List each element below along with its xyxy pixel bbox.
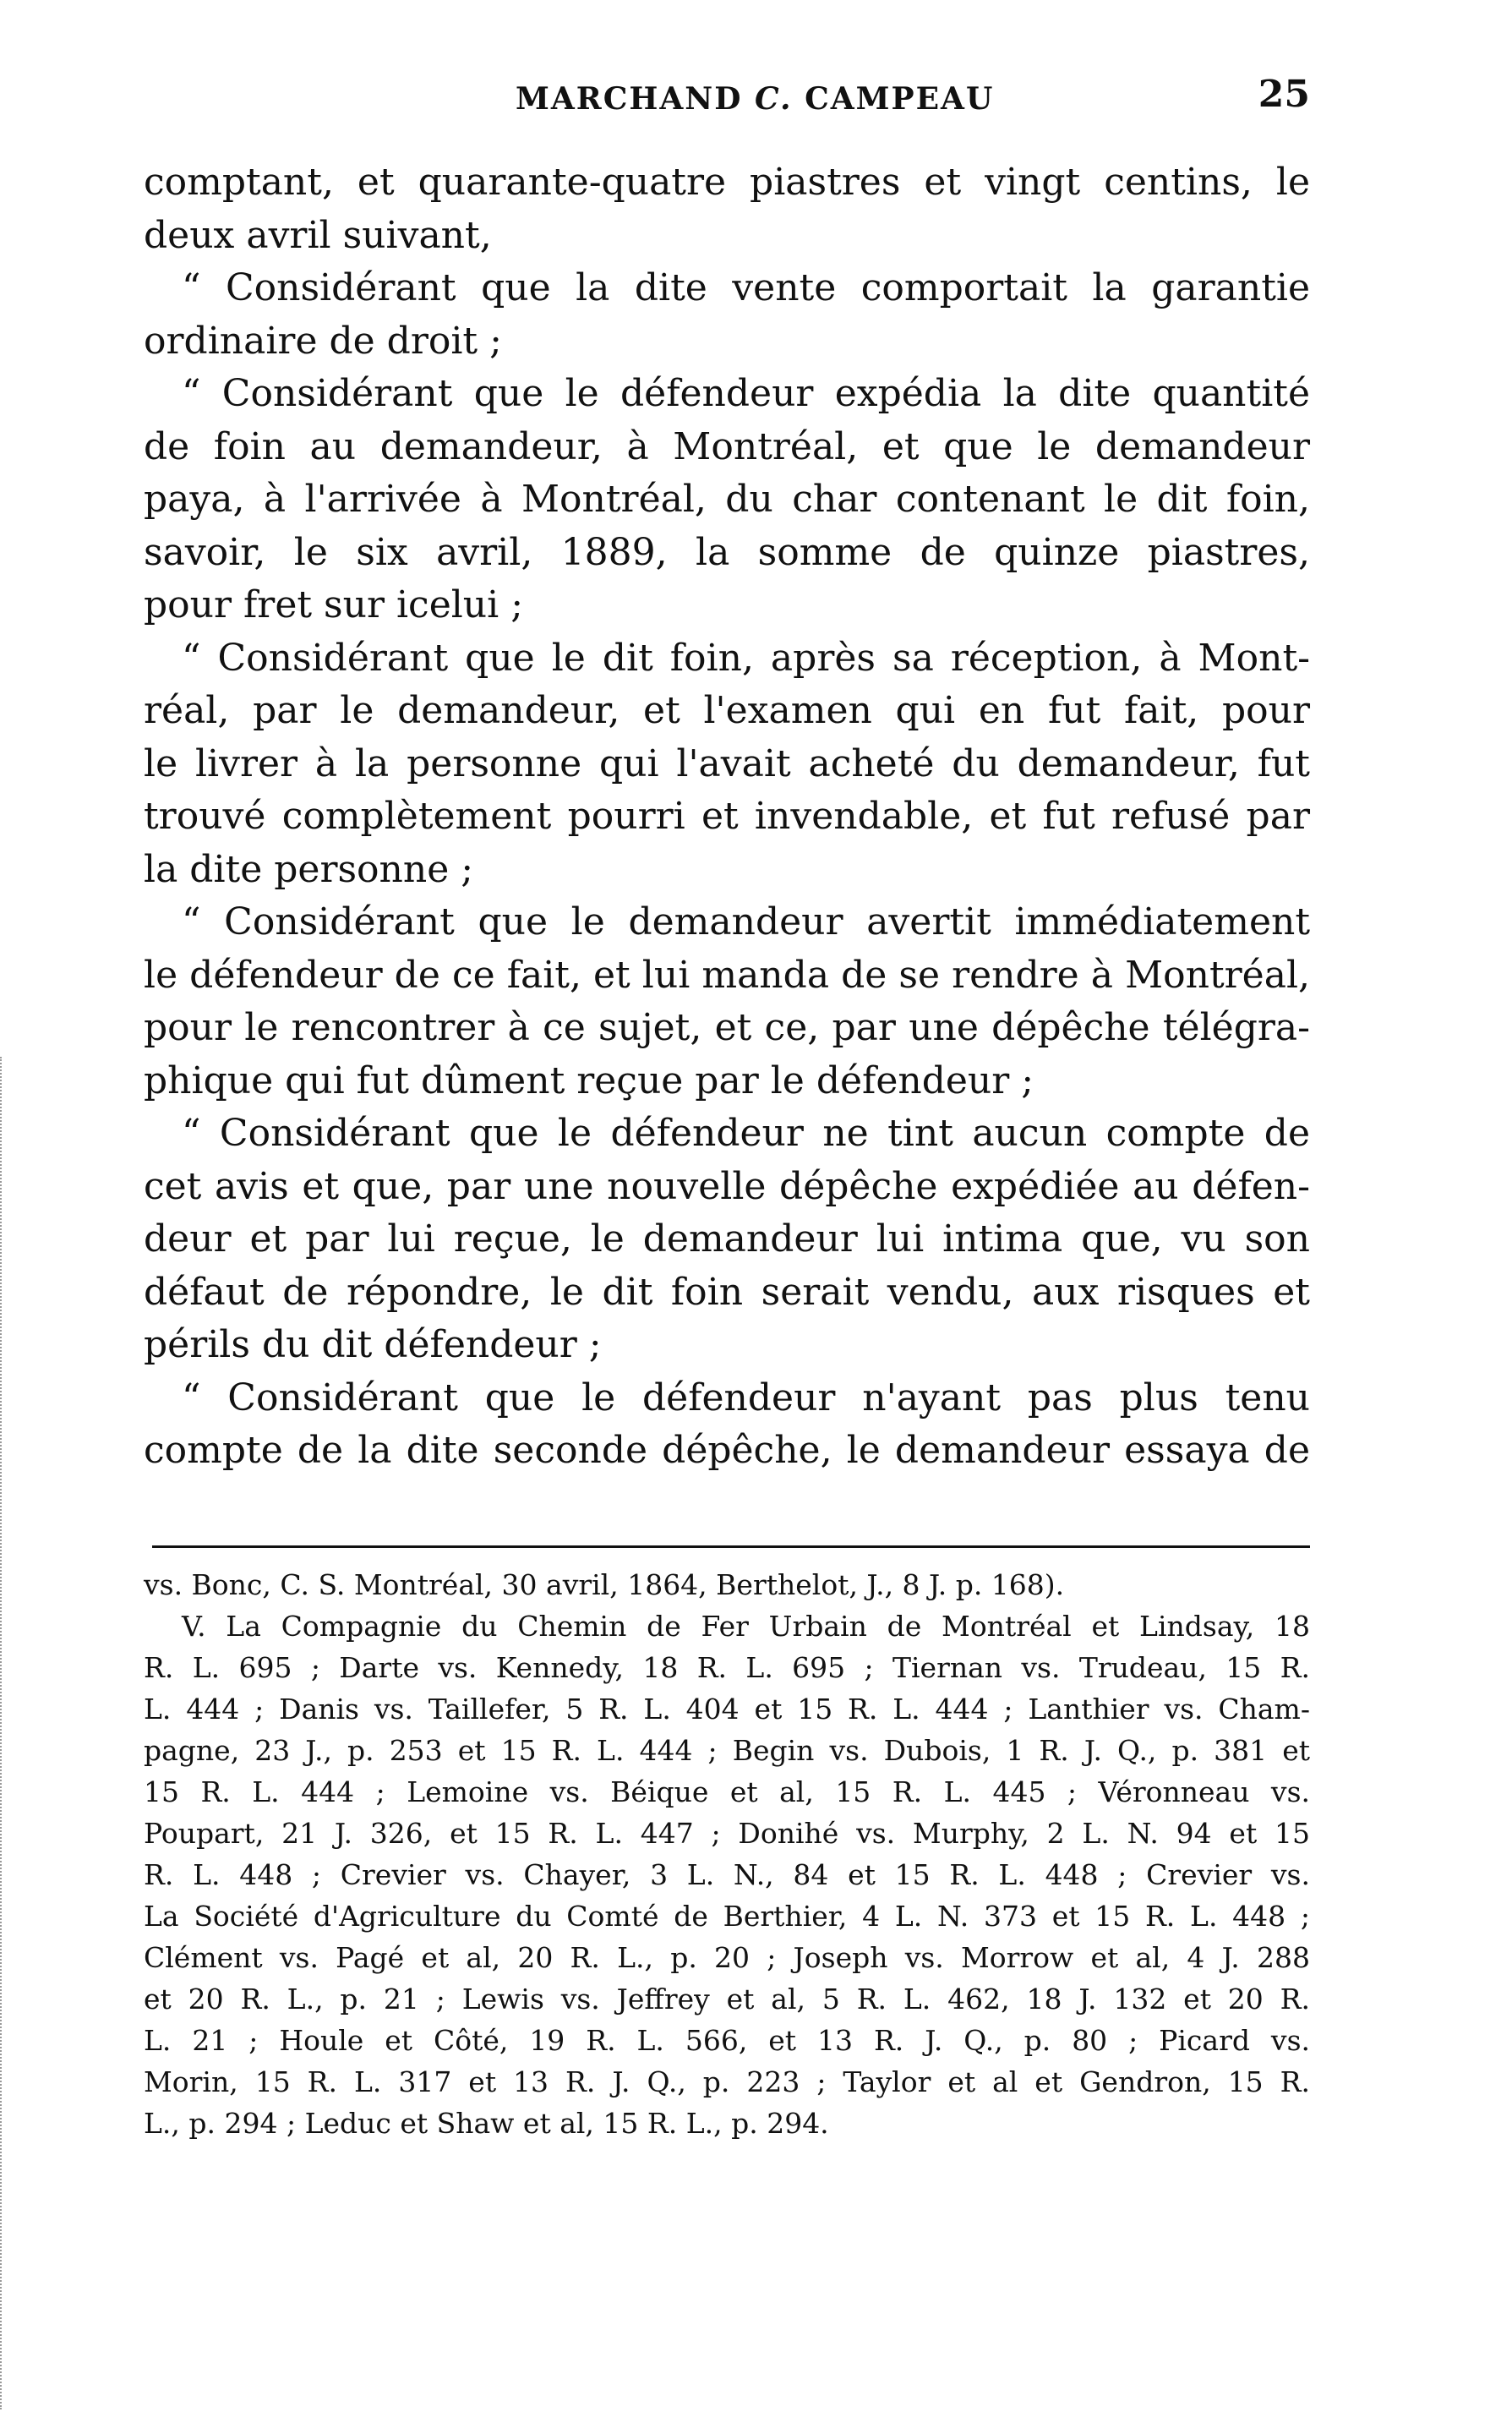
- text-line: périls du dit défendeur ;: [144, 1323, 602, 1366]
- text-line: comptant, et quarante-quatre piastres et vingt centins, le: [144, 161, 1310, 204]
- footnote-line: L. 21 ; Houle et Côté, 19 R. L. 566, et 13 R. J. Q., p. 80 ; Picard vs.: [144, 2024, 1310, 2057]
- footnotes: [144, 1564, 1310, 2144]
- running-head-c: C.: [754, 81, 793, 117]
- text-line: cet avis et que, par une nouvelle dépêche expédiée au défen-: [144, 1164, 1310, 1208]
- page-header: [144, 73, 1310, 123]
- text-line: compte de la dite seconde dépêche, le demandeur essaya de: [144, 1429, 1310, 1472]
- footnote-line: L. 444 ; Danis vs. Taillefer, 5 R. L. 404 et 15 R. L. 444 ; Lanthier vs. Cham-: [144, 1693, 1310, 1726]
- text-line: “ Considérant que le défendeur expédia la dite quantité: [182, 372, 1310, 415]
- text-line: le livrer à la personne qui l'avait acheté du demandeur, fut: [144, 741, 1310, 785]
- text-line: “ Considérant que le défendeur n'ayant pas plus tenu: [182, 1376, 1310, 1419]
- scan-edge-mark: [0, 1057, 4, 2409]
- text-line: trouvé complètement pourri et invendable, et fut refusé par: [144, 795, 1310, 838]
- running-head-left: MARCHAND: [516, 81, 755, 117]
- text-line: “ Considérant que le demandeur avertit immédiatement: [182, 900, 1310, 943]
- text-line: phique qui fut dûment reçue par le défendeur ;: [144, 1058, 1034, 1102]
- text-line: savoir, le six avril, 1889, la somme de quinze piastres,: [144, 530, 1310, 574]
- footnote-line: vs. Bonc, C. S. Montréal, 30 avril, 1864, Berthelot, J., 8 J. p. 168).: [144, 1568, 1065, 1601]
- page-number: 25: [1258, 73, 1310, 116]
- text-line: pour fret sur icelui ;: [144, 583, 524, 626]
- footnote-line: R. L. 448 ; Crevier vs. Chayer, 3 L. N., 84 et 15 R. L. 448 ; Crevier vs.: [144, 1858, 1310, 1891]
- text-line: défaut de répondre, le dit foin serait vendu, aux risques et: [144, 1270, 1310, 1314]
- footnote-line: La Société d'Agriculture du Comté de Berthier, 4 L. N. 373 et 15 R. L. 448 ;: [144, 1900, 1310, 1933]
- text-line: de foin au demandeur, à Montréal, et que le demandeur: [144, 424, 1310, 468]
- text-line: pour le rencontrer à ce sujet, et ce, par une dépêche télégra-: [144, 1006, 1310, 1049]
- footnote-line: et 20 R. L., p. 21 ; Lewis vs. Jeffrey et al, 5 R. L. 462, 18 J. 132 et 20 R.: [144, 1983, 1310, 2015]
- footnote-line: pagne, 23 J., p. 253 et 15 R. L. 444 ; Begin vs. Dubois, 1 R. J. Q., p. 381 et: [144, 1734, 1310, 1767]
- text-line: réal, par le demandeur, et l'examen qui en fut fait, pour: [144, 689, 1310, 732]
- running-head: [516, 81, 994, 117]
- footnote-line: L., p. 294 ; Leduc et Shaw et al, 15 R. L., p. 294.: [144, 2107, 829, 2140]
- footnote-line: Clément vs. Pagé et al, 20 R. L., p. 20 ; Joseph vs. Morrow et al, 4 J. 288: [144, 1941, 1310, 1974]
- text-line: deux avril suivant,: [144, 213, 492, 257]
- text-line: le défendeur de ce fait, et lui manda de se rendre à Montréal,: [144, 953, 1310, 997]
- text-line: ordinaire de droit ;: [144, 319, 502, 363]
- footnote-line: 15 R. L. 444 ; Lemoine vs. Béique et al, 15 R. L. 445 ; Véronneau vs.: [144, 1775, 1310, 1808]
- footnote-line: R. L. 695 ; Darte vs. Kennedy, 18 R. L. 695 ; Tiernan vs. Trudeau, 15 R.: [144, 1651, 1310, 1684]
- text-line: “ Considérant que le dit foin, après sa réception, à Mont-: [182, 636, 1310, 680]
- footnote-line: Poupart, 21 J. 326, et 15 R. L. 447 ; Donihé vs. Murphy, 2 L. N. 94 et 15: [144, 1817, 1310, 1850]
- footnote-line: Morin, 15 R. L. 317 et 13 R. J. Q., p. 223 ; Taylor et al et Gendron, 15 R.: [144, 2065, 1310, 2098]
- text-line: “ Considérant que le défendeur ne tint aucun compte de: [182, 1112, 1310, 1155]
- text-line: paya, à l'arrivée à Montréal, du char contenant le dit foin,: [144, 478, 1310, 521]
- running-head-right: CAMPEAU: [792, 81, 995, 117]
- footnote-line: V. La Compagnie du Chemin de Fer Urbain de Montréal et Lindsay, 18: [182, 1610, 1310, 1643]
- text-line: “ Considérant que la dite vente comportait la garantie: [182, 266, 1310, 309]
- text-line: deur et par lui reçue, le demandeur lui intima que, vu son: [144, 1217, 1310, 1261]
- footnote-divider: [152, 1545, 1310, 1548]
- text-line: la dite personne ;: [144, 847, 474, 891]
- main-text: [144, 156, 1310, 1478]
